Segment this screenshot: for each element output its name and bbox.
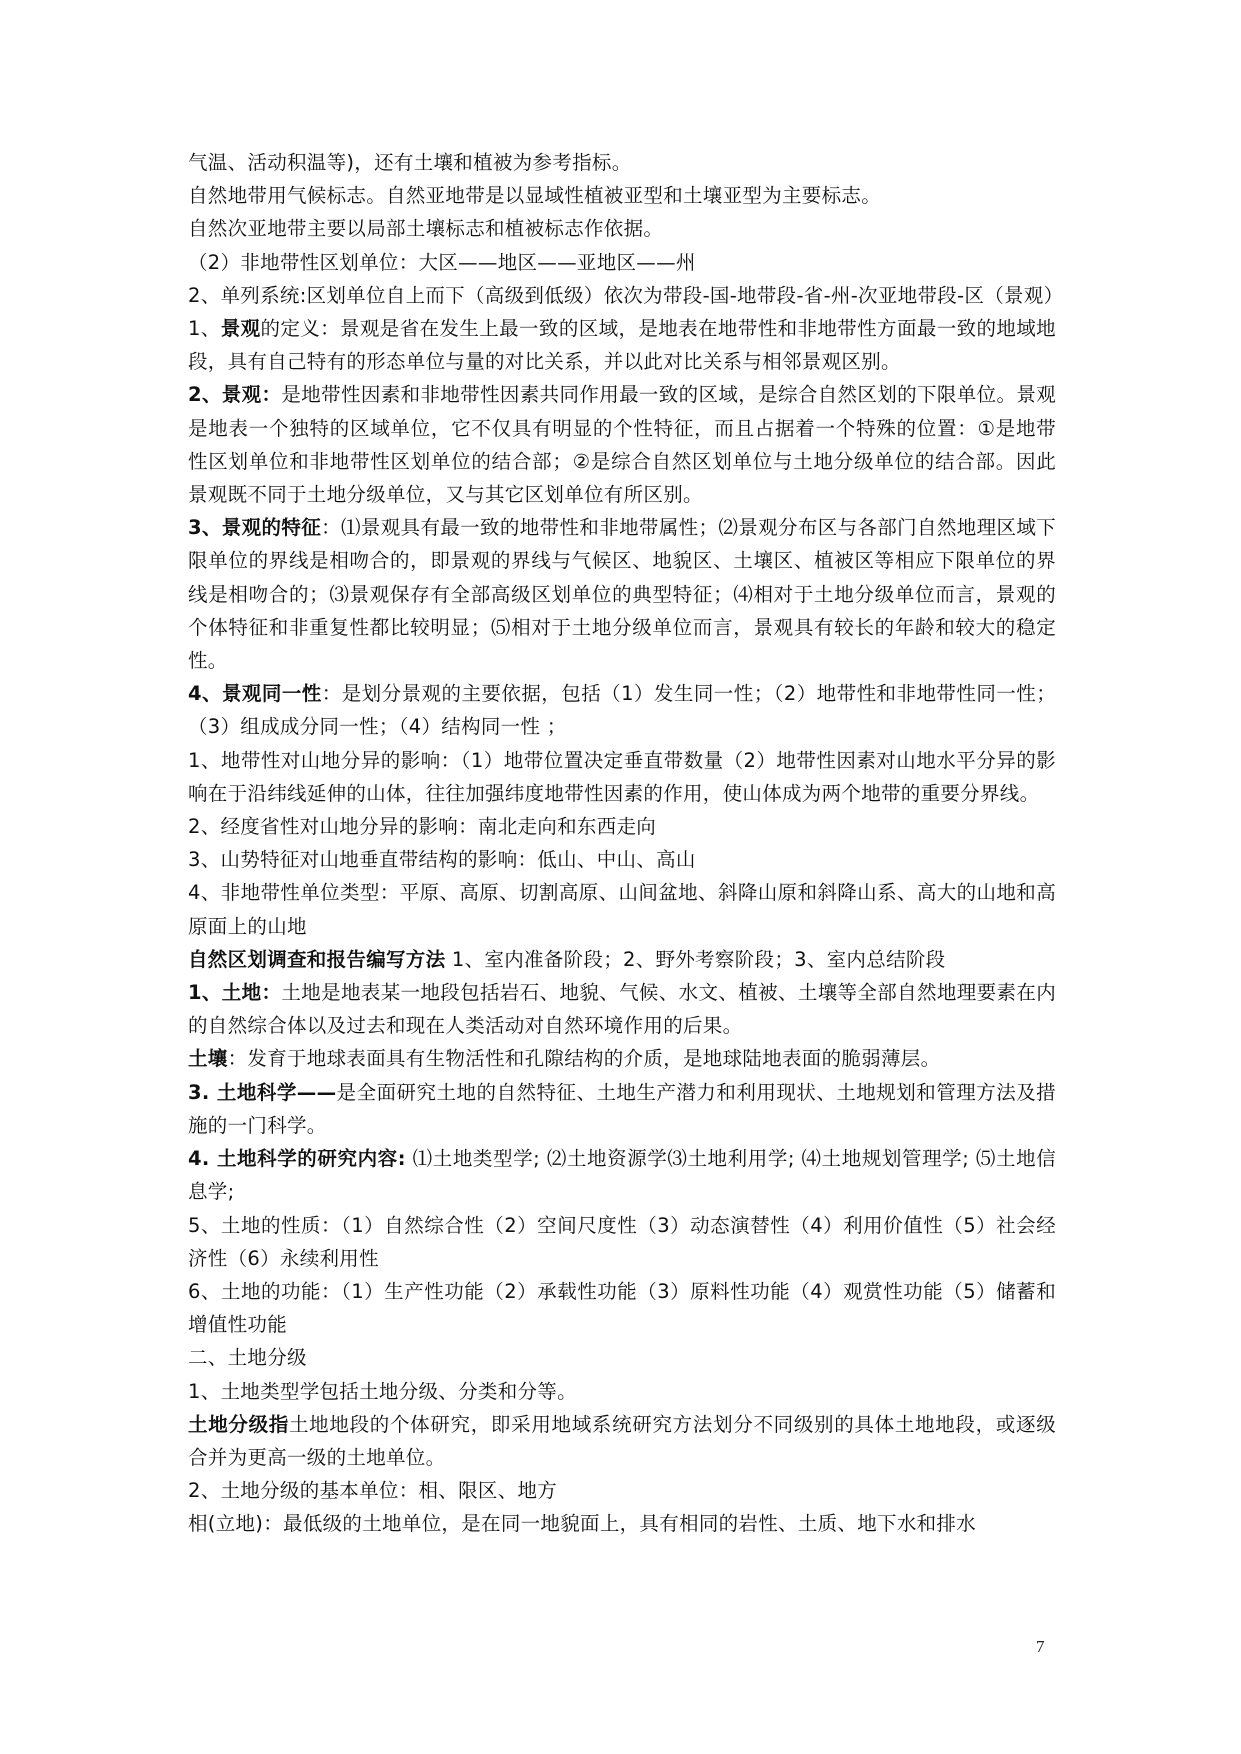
- text-run: 2、单列系统:区划单位自上而下（高级到低级）依次为带段-国-地带段-省-州-次亚地带段-区（景观）: [188, 283, 1064, 307]
- bold-text-run: 4. 土地科学的研究内容:: [188, 1147, 406, 1171]
- paragraph: [188, 843, 1056, 876]
- text-run: 5、土地的性质：（1）自然综合性（2）空间尺度性（3）动态演替性（4）利用价值性（5）社会经济性（6）永续利用性: [188, 1213, 1056, 1270]
- text-run: （2）非地带性区划单位：大区——地区——亚地区——州: [188, 250, 696, 274]
- bold-text-run: 3. 土地科学——: [188, 1080, 337, 1104]
- paragraph: [188, 1142, 1056, 1208]
- paragraph: [188, 246, 1056, 279]
- text-run: 6、土地的功能：（1）生产性功能（2）承载性功能（3）原料性功能（4）观赏性功能（5）储蓄和增值性功能: [188, 1279, 1056, 1337]
- paragraph: [188, 312, 1056, 378]
- paragraph: [188, 1375, 1056, 1408]
- paragraph: [188, 511, 1056, 677]
- text-run: ：是划分景观的主要依据，包括（1）发生同一性；（2）地带性和非地带性同一性；（3）组成成分同一性；（4）结构同一性 ；: [188, 682, 1056, 739]
- paragraph: [188, 677, 1056, 743]
- bold-text-run: 1、土地：: [188, 981, 282, 1005]
- bold-text-run: 土壤: [188, 1047, 228, 1071]
- paragraph: [188, 1042, 1056, 1075]
- page-number: 7: [1036, 1637, 1045, 1656]
- paragraph: [188, 212, 1056, 245]
- text-run: 1、: [188, 317, 221, 341]
- bold-text-run: 景观: [220, 317, 261, 341]
- paragraph: [188, 876, 1056, 942]
- text-run: 气温、活动积温等)，还有土壤和植被为参考指标。: [188, 151, 632, 174]
- text-run: ：⑴景观具有最一致的地带性和非地带属性；⑵景观分布区与各部门自然地理区域下限单位的界线是相吻合的，即景观的界线与气候区、地貌区、土壤区、植被区等相应下限单位的界线是相吻合的；⑶景观保存有全部高级区划单位的典型特征；⑷相对于土地分级单位而言，景观的个体特征和非重复性都比较明显；⑸相对于土地分级单位而言，景观具有较长的年龄和较大的稳定性。: [188, 516, 1057, 673]
- text-run: 自然次亚地带主要以局部土壤标志和植被标志作依据。: [188, 217, 664, 241]
- bold-text-run: 2、景观：: [188, 383, 282, 407]
- paragraph: [188, 146, 1056, 179]
- text-run: 2、土地分级的基本单位：相、限区、地方: [188, 1479, 558, 1503]
- text-run: 土地地段的个体研究，即采用地域系统研究方法划分不同级别的具体土地地段，或逐级合并为更高一级的土地单位。: [188, 1412, 1056, 1469]
- paragraph: [188, 1275, 1056, 1341]
- text-run: 是全面研究土地的自然特征、土地生产潜力和利用现状、土地规划和管理方法及措施的一门科学。: [188, 1080, 1056, 1137]
- paragraph: [188, 1474, 1056, 1507]
- document-body: [188, 146, 1064, 1541]
- paragraph: [188, 744, 1056, 810]
- paragraph: [188, 279, 1064, 312]
- paragraph: [188, 1209, 1056, 1275]
- paragraph: [188, 976, 1056, 1042]
- paragraph: [188, 1408, 1056, 1474]
- paragraph: [188, 1507, 1056, 1540]
- text-run: 1、土地类型学包括土地分级、分类和分等。: [188, 1379, 577, 1403]
- paragraph: [188, 943, 1056, 976]
- bold-text-run: 土地分级指: [188, 1412, 289, 1436]
- text-run: 土地是地表某一地段包括岩石、地貌、气候、水文、植被、土壤等全部自然地理要素在内的自然综合体以及过去和现在人类活动对自然环境作用的后果。: [188, 981, 1056, 1038]
- text-run: 的定义：景观是省在发生上最一致的区域，是地表在地带性和非地带性方面最一致的地域地段，具有自己特有的形态单位与量的对比关系，并以此对比关系与相邻景观区别。: [188, 317, 1056, 374]
- text-run: 是地带性因素和非地带性因素共同作用最一致的区域，是综合自然区划的下限单位。景观是地表一个独特的区域单位，它不仅具有明显的个性特征，而且占据着一个特殊的位置：①是地带性区划单位和非地带性区划单位的结合部；②是综合自然区划单位与土地分级单位的结合部。因此景观既不同于土地分级单位，又与其它区划单位有所区别。: [188, 383, 1056, 507]
- text-run: 自然地带用气候标志。自然亚地带是以显域性植被亚型和土壤亚型为主要标志。: [188, 184, 882, 208]
- paragraph: [188, 810, 1056, 843]
- text-run: 相(立地)：最低级的土地单位，是在同一地貌面上，具有相同的岩性、土质、地下水和排水: [188, 1512, 977, 1536]
- text-run: ：发育于地球表面具有生物活性和孔隙结构的介质，是地球陆地表面的脆弱薄层。: [227, 1047, 941, 1071]
- text-run: 1、地带性对山地分异的影响：（1）地带位置决定垂直带数量（2）地带性因素对山地水平分异的影响在于沿纬线延伸的山体，往往加强纬度地带性因素的作用，使山体成为两个地带的重要分界线。: [188, 748, 1056, 805]
- text-run: 1、室内准备阶段；2、野外考察阶段；3、室内总结阶段: [445, 947, 946, 971]
- paragraph: [188, 1076, 1056, 1142]
- bold-text-run: 自然区划调查和报告编写方法: [188, 947, 446, 971]
- paragraph: [188, 378, 1056, 511]
- bold-text-run: 4、景观同一性: [188, 682, 322, 706]
- text-run: 2、经度省性对山地分异的影响：南北走向和东西走向: [188, 815, 657, 839]
- text-run: 4、非地带性单位类型：平原、高原、切割高原、山间盆地、斜降山原和斜降山系、高大的山地和高原面上的山地: [188, 881, 1056, 938]
- text-run: 3、山势特征对山地垂直带结构的影响：低山、中山、高山: [188, 848, 696, 872]
- paragraph: [188, 179, 1056, 212]
- text-run: ⑴土地类型学; ⑵土地资源学⑶土地利用学; ⑷土地规划管理学; ⑸土地信息学;: [188, 1147, 1056, 1204]
- paragraph: [188, 1341, 1056, 1374]
- text-run: 二、土地分级: [188, 1346, 307, 1370]
- bold-text-run: 3、景观的特征: [188, 516, 322, 540]
